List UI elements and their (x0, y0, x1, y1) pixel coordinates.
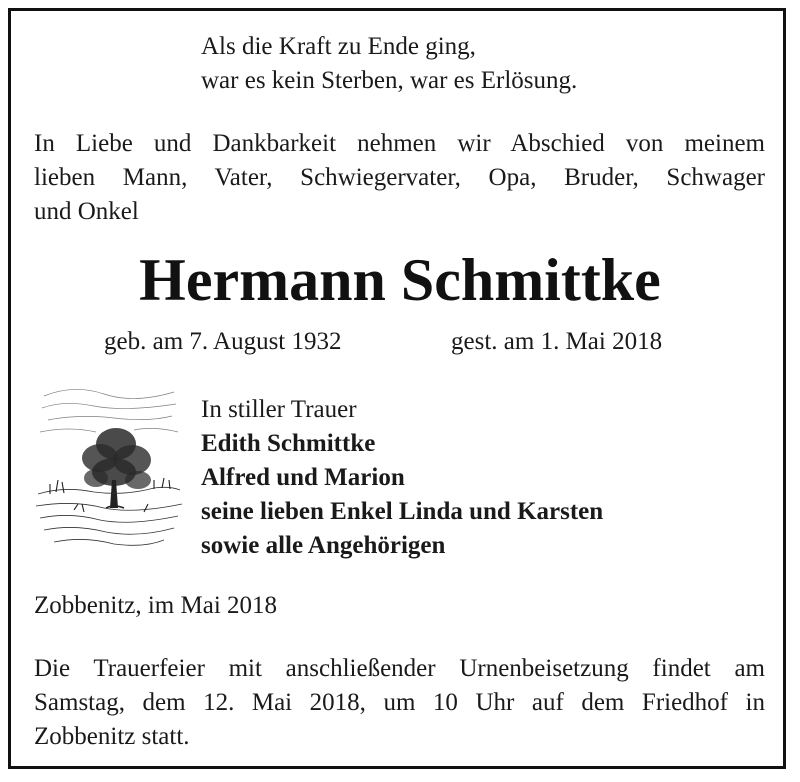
motto-line-1: Als die Kraft zu Ende ging, (201, 33, 476, 60)
mourning-heading: In stiller Trauer (201, 396, 357, 423)
place-date: Zobbenitz, im Mai 2018 (34, 592, 278, 619)
intro-line-3: und Onkel (34, 198, 139, 225)
funeral-line-3: Zobbenitz statt. (34, 723, 190, 750)
tree-illustration (34, 376, 184, 554)
mourner-name: seine lieben Enkel Linda und Karsten (201, 498, 604, 525)
funeral-line-1: Die Trauerfeier mit anschließender Urnenbeisetzung findet am (34, 655, 765, 682)
mourner-name: Edith Schmittke (201, 430, 376, 457)
intro-line-2: lieben Mann, Vater, Schwiegervater, Opa, Bruder, Schwager (34, 164, 765, 191)
birth-date: geb. am 7. August 1932 (104, 328, 342, 355)
motto-line-2: war es kein Sterben, war es Erlösung. (201, 67, 578, 94)
mourner-name: Alfred und Marion (201, 464, 405, 491)
mourner-name: sowie alle Angehörigen (201, 532, 446, 559)
deceased-name: Hermann Schmittke (139, 247, 661, 313)
intro-line-1: In Liebe und Dankbarkeit nehmen wir Abschied von meinem (34, 130, 765, 157)
death-date: gest. am 1. Mai 2018 (451, 328, 663, 355)
funeral-line-2: Samstag, dem 12. Mai 2018, um 10 Uhr auf dem Friedhof in (34, 689, 765, 716)
